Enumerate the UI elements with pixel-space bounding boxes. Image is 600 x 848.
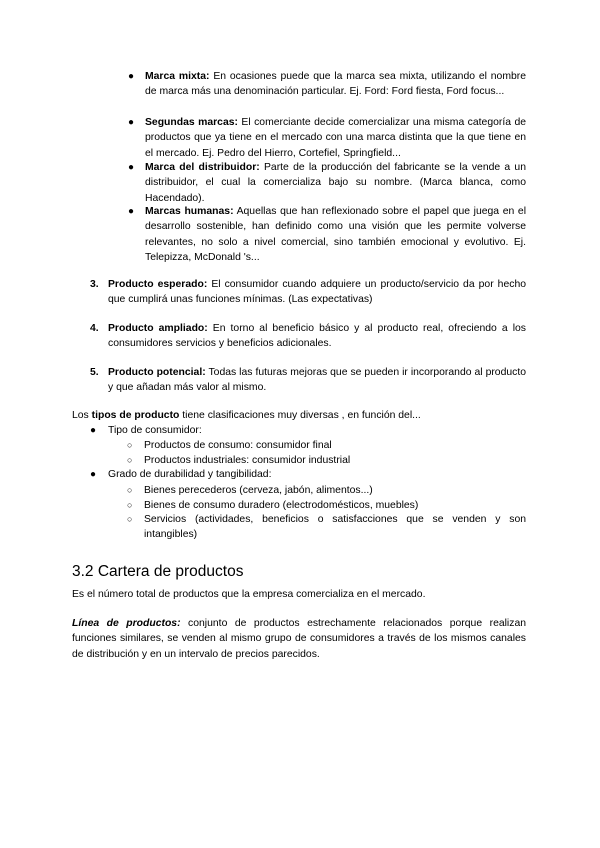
- bullet-dot: ●: [128, 206, 135, 217]
- type-group-label: Grado de durabilidad y tangibilidad:: [108, 469, 272, 480]
- type-item: Servicios (actividades, beneficios o satisfacciones que se venden y son intangibles): [144, 514, 526, 541]
- brand-text: En ocasiones puede que la marca sea mixta, utilizando el nombre de marca más una denominación particular. Ej. Ford: Ford fiesta, Ford focus...: [145, 71, 527, 98]
- product-line-text: conjunto de productos estrechamente relacionados porque realizan funciones similares, se venden al mismo grupo de consumidores a través de los mismos canales de distribución y en un intervalo de precios parecidos.: [72, 618, 526, 660]
- type-item: Bienes perecederos (cerveza, jabón, alimentos...): [144, 485, 373, 496]
- brand-term: Marcas humanas:: [145, 206, 234, 217]
- sub-bullet-circle: ○: [127, 514, 133, 524]
- type-item: Productos de consumo: consumidor final: [144, 440, 332, 451]
- brand-bullet-1: [145, 69, 526, 100]
- bullet-dot: ●: [128, 117, 135, 128]
- brand-text: Parte de la producción del fabricante se la vende a un distribuidor, el cual la comercializa bajo su nombre. (Marca blanca, como Hacendado).: [145, 162, 526, 204]
- numbered-item-3: [108, 277, 526, 308]
- brand-bullet-4: [145, 204, 526, 266]
- types-intro: [72, 408, 532, 423]
- numbered-item-4: [108, 321, 526, 352]
- section-intro: Es el número total de productos que la empresa comercializa en el mercado.: [72, 589, 426, 600]
- section-heading: 3.2 Cartera de productos: [72, 563, 244, 580]
- brand-term: Marca mixta:: [145, 71, 210, 82]
- brand-text: Aquellas que han reflexionado sobre el papel que juega en el desarrollo sostenible, han definido como una visión que les permite volverse relevantes, no solo a nivel comercial, sino también emocional y evolutivo. Ej. Telepizza, McDonald 's...: [145, 206, 526, 264]
- numbered-text: En torno al beneficio básico y al producto real, ofreciendo a los consumidores servicios y beneficios adicionales.: [108, 323, 526, 350]
- type-item: Bienes de consumo duradero (electrodomésticos, muebles): [144, 500, 419, 511]
- sub-bullet-circle: ○: [127, 440, 133, 450]
- brand-bullet-3: [145, 160, 526, 206]
- types-intro-after: tiene clasificaciones muy diversas , en función del...: [179, 410, 421, 421]
- type-item: Productos industriales: consumidor industrial: [144, 455, 351, 466]
- type-group-label: Tipo de consumidor:: [108, 425, 202, 436]
- list-number: 4.: [90, 323, 99, 334]
- list-number: 3.: [90, 279, 99, 290]
- brand-term: Segundas marcas:: [145, 117, 238, 128]
- numbered-term: Producto potencial:: [108, 367, 206, 378]
- types-intro-term: tipos de producto: [91, 410, 180, 421]
- sub-bullet-circle: ○: [127, 500, 133, 510]
- bullet-dot: ●: [90, 469, 97, 480]
- numbered-term: Producto esperado:: [108, 279, 208, 290]
- numbered-text: El consumidor cuando adquiere un producto/servicio da por hecho que cumplirá unas funciones mínimas. (Las expectativas): [108, 279, 526, 306]
- numbered-term: Producto ampliado:: [108, 323, 208, 334]
- brand-bullet-2: [145, 115, 526, 161]
- numbered-text: Todas las futuras mejoras que se pueden ir incorporando al producto y que añadan más valor al mismo.: [108, 367, 527, 394]
- brand-text: El comerciante decide comercializar una misma categoría de productos que ya tiene en el mercado con una marca distinta que la que tiene en el mercado. Ej. Pedro del Hierro, Cortefiel, Springfield...: [145, 117, 527, 159]
- product-line-definition: [72, 616, 526, 662]
- types-intro-before: Los: [72, 410, 92, 421]
- brand-term: Marca del distribuidor:: [145, 162, 260, 173]
- product-line-term: Línea de productos:: [72, 618, 181, 629]
- sub-bullet-circle: ○: [127, 485, 133, 495]
- sub-bullet-circle: ○: [127, 455, 133, 465]
- bullet-dot: ●: [128, 162, 135, 173]
- bullet-dot: ●: [90, 425, 97, 436]
- numbered-item-5: [108, 365, 526, 396]
- list-number: 5.: [90, 367, 99, 378]
- bullet-dot: ●: [128, 71, 135, 82]
